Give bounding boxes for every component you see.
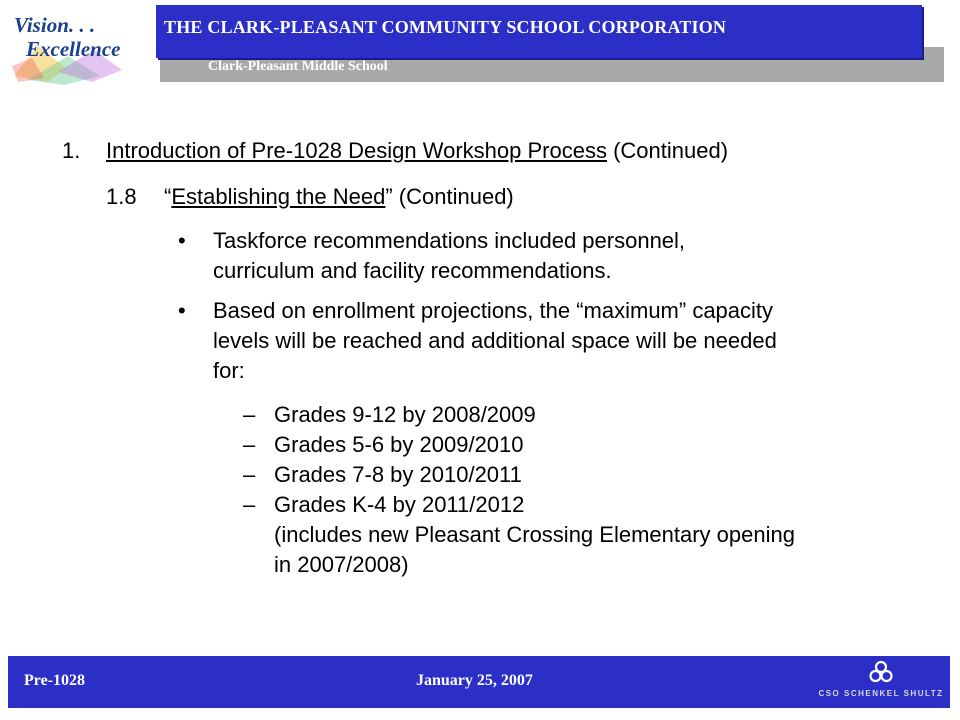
vision-excellence-logo [8,6,128,86]
dash-text-line: Grades 5-6 by 2009/2010 [274,432,524,457]
footer-brand-name: CSO SCHENKEL SHULTZ [818,689,944,698]
three-circles-icon [868,660,894,684]
item-title [106,136,728,166]
subitem-number: 1.8 [106,184,137,209]
bullet-text-line: Taskforce recommendations included personnel, [213,228,686,253]
item-title-underlined: Introduction of Pre-1028 Design Workshop Process [106,138,607,163]
subitem-quote-open: “ [164,184,172,209]
dash-marker: – [243,432,256,457]
dash-text-line: (includes new Pleasant Crossing Elementary opening [274,522,795,547]
bullet-text-line: levels will be reached and additional space will be needed [213,328,777,353]
item-title-suffix: (Continued) [606,138,729,163]
cso-schenkel-shultz-logo [816,660,946,704]
bullet-text-line: Based on enrollment projections, the “maximum” capacity [213,298,774,323]
logo-graphic [8,6,128,86]
logo-word-vision: Vision. . . [14,13,96,37]
footer-project-code: Pre-1028 [24,672,86,689]
subitem-title [164,182,514,212]
item-heading [62,136,80,166]
title-bar [156,5,922,58]
dash-text-line: Grades 7-8 by 2010/2011 [274,462,522,487]
bullet-text-line: for: [213,358,245,383]
dash-text-line: Grades K-4 by 2011/2012 [274,492,525,517]
dash-marker: – [243,492,256,517]
subitem-title-underlined: Establishing the Need [171,184,386,209]
dash-marker: – [243,402,256,427]
dash-text-line: in 2007/2008) [274,552,409,577]
corporation-title: THE CLARK-PLEASANT COMMUNITY SCHOOL CORPORATION [164,17,727,37]
footer-bar [8,656,950,708]
dash-marker: – [243,462,256,487]
school-subtitle: Clark-Pleasant Middle School [208,59,388,74]
bullet-text-line: curriculum and facility recommendations. [213,258,612,283]
footer-date: January 25, 2007 [416,672,533,689]
subitem-title-suffix: ” (Continued) [385,184,514,209]
bullet-marker: • [178,228,186,253]
logo-word-excellence: Excellence [26,37,121,61]
item-number: 1. [62,138,81,163]
dash-text-line: Grades 9-12 by 2008/2009 [274,402,536,427]
bullet-marker: • [178,298,186,323]
